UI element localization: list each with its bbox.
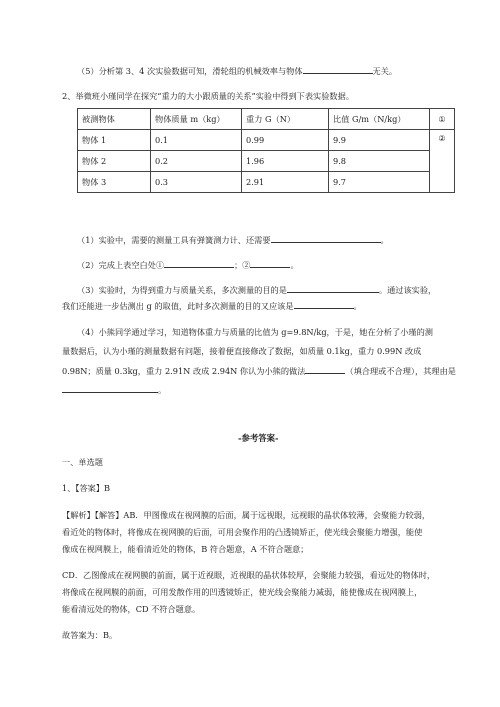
answer-blank	[294, 299, 354, 309]
table-header-cell: 被测物体	[78, 109, 151, 130]
explanation-line: 能看清远处的物体，CD 不符合题意。	[62, 604, 201, 614]
answer-blank	[305, 364, 345, 374]
table-cell: 物体 1	[78, 130, 151, 151]
table-cell: 1.96	[242, 151, 329, 172]
question-5	[77, 64, 397, 77]
final-answer: 故答案为：B。	[62, 630, 118, 640]
sub-question-3-line-2	[62, 299, 362, 312]
table-header-cell: 比值 G/m（N/kg）	[329, 109, 430, 130]
sub-question-1-text: （1）实验中，需要的测量工具有弹簧测力计、还需要	[77, 235, 271, 245]
sub-question-3-end-2: 。	[353, 301, 362, 311]
table-row	[78, 130, 455, 151]
question-5-suffix: 无关。	[372, 66, 398, 76]
table-cell: 0.1	[151, 130, 242, 151]
section-title: 一、单选题	[62, 457, 103, 467]
answer-1: 1、【答案】B	[62, 483, 111, 493]
question-2-intro: 2、举微班小瑾同学在探究“重力的大小跟质量的关系”实验中得到下表实验数据。	[62, 91, 354, 101]
sub-question-3-text-2: 我们还能进一步估测出 g 的取值，此时多次测量的目的又应该是	[62, 301, 294, 311]
question-5-text: （5）分析第 3、4 次实验数据可知，滑轮组的机械效率与物体	[77, 66, 303, 76]
sub-question-4-line-1: （4）小熊同学通过学习，知道物体重力与质量的比值为 g=9.8N/kg，于是，她在分析了小瑾的测	[77, 327, 433, 337]
table-cell: 9.7	[329, 172, 430, 193]
answer-blank	[271, 233, 381, 243]
sub-question-1-suffix: 。	[380, 235, 389, 245]
table-header-row	[78, 109, 455, 130]
sub-question-2	[77, 258, 299, 271]
answer-heading: -参考答案-	[238, 433, 279, 443]
sub-question-3-text: （3）实验时，为得到重力与质量关系，多次测量的目的是	[77, 285, 287, 295]
sub-question-4-end-3: （填合理或不合理），其理由是	[345, 366, 456, 376]
table-row	[78, 172, 455, 193]
sub-question-4-line-2: 量数据后，认为小瑾的测量数据有问题，接着便直接修改了数据，如质量 0.1kg，重力 0.99N 改成	[62, 346, 422, 356]
sub-question-1	[77, 233, 389, 246]
table-cell: 物体 2	[78, 151, 151, 172]
sub-question-4-line-3	[62, 364, 456, 377]
sub-question-3-end: 。通过该实验，	[378, 285, 437, 295]
side-mark-2: ②	[430, 130, 455, 193]
table-cell: 9.9	[329, 130, 430, 151]
explanation-line: 看近处的物体时，将像成在视网膜的后面，可用会聚作用的凸透镜矫正，使光线会聚能力增强，能使	[62, 527, 423, 537]
sub-question-3-line-1	[77, 283, 436, 296]
answer-blank	[62, 383, 158, 393]
sub-question-4-line-4	[62, 383, 166, 396]
sub-question-4-text-3: 0.98N；质量 0.3kg，重力 2.91N 改成 2.94N 你认为小熊的做法	[62, 366, 306, 376]
sub-question-2-b: ；②	[234, 260, 251, 270]
table-cell: 物体 3	[78, 172, 151, 193]
explanation-line: 将像成在视网膜的前面，可用发散作用的凹透镜矫正，使光线会聚能力减弱，能使像成在视网膜上，	[62, 587, 423, 597]
answer-blank	[287, 283, 379, 293]
side-mark-1: ①	[430, 109, 455, 130]
answer-blank	[164, 258, 234, 268]
table-cell: 9.8	[329, 151, 430, 172]
explanation-line: 像成在视网膜上，能看清近处的物体，B 符合题意，A 不符合题意；	[62, 544, 309, 554]
answer-blank	[303, 64, 373, 74]
data-table	[77, 108, 455, 193]
sub-question-4-end-4: 。	[158, 385, 167, 395]
table-cell: 2.91	[242, 172, 329, 193]
explanation-line: 【解析】【解答】AB．甲图像成在视网膜的后面，属于远视眼，远视眼的晶状体较薄，会聚能力较弱，	[62, 510, 431, 520]
table-cell: 0.2	[151, 151, 242, 172]
sub-question-2-a: （2）完成上表空白处①	[77, 260, 165, 270]
table-row	[78, 151, 455, 172]
table-header-cell: 物体质量 m（kg）	[151, 109, 242, 130]
answer-blank	[250, 258, 290, 268]
sub-question-2-c: 。	[290, 260, 299, 270]
table-cell: 0.3	[151, 172, 242, 193]
table-header-cell: 重力 G（N）	[242, 109, 329, 130]
table-cell: 0.99	[242, 130, 329, 151]
explanation-line: CD．乙图像成在视网膜的前面，属于近视眼，近视眼的晶状体较厚，会聚能力较强，看远处的物体时，	[62, 570, 436, 580]
